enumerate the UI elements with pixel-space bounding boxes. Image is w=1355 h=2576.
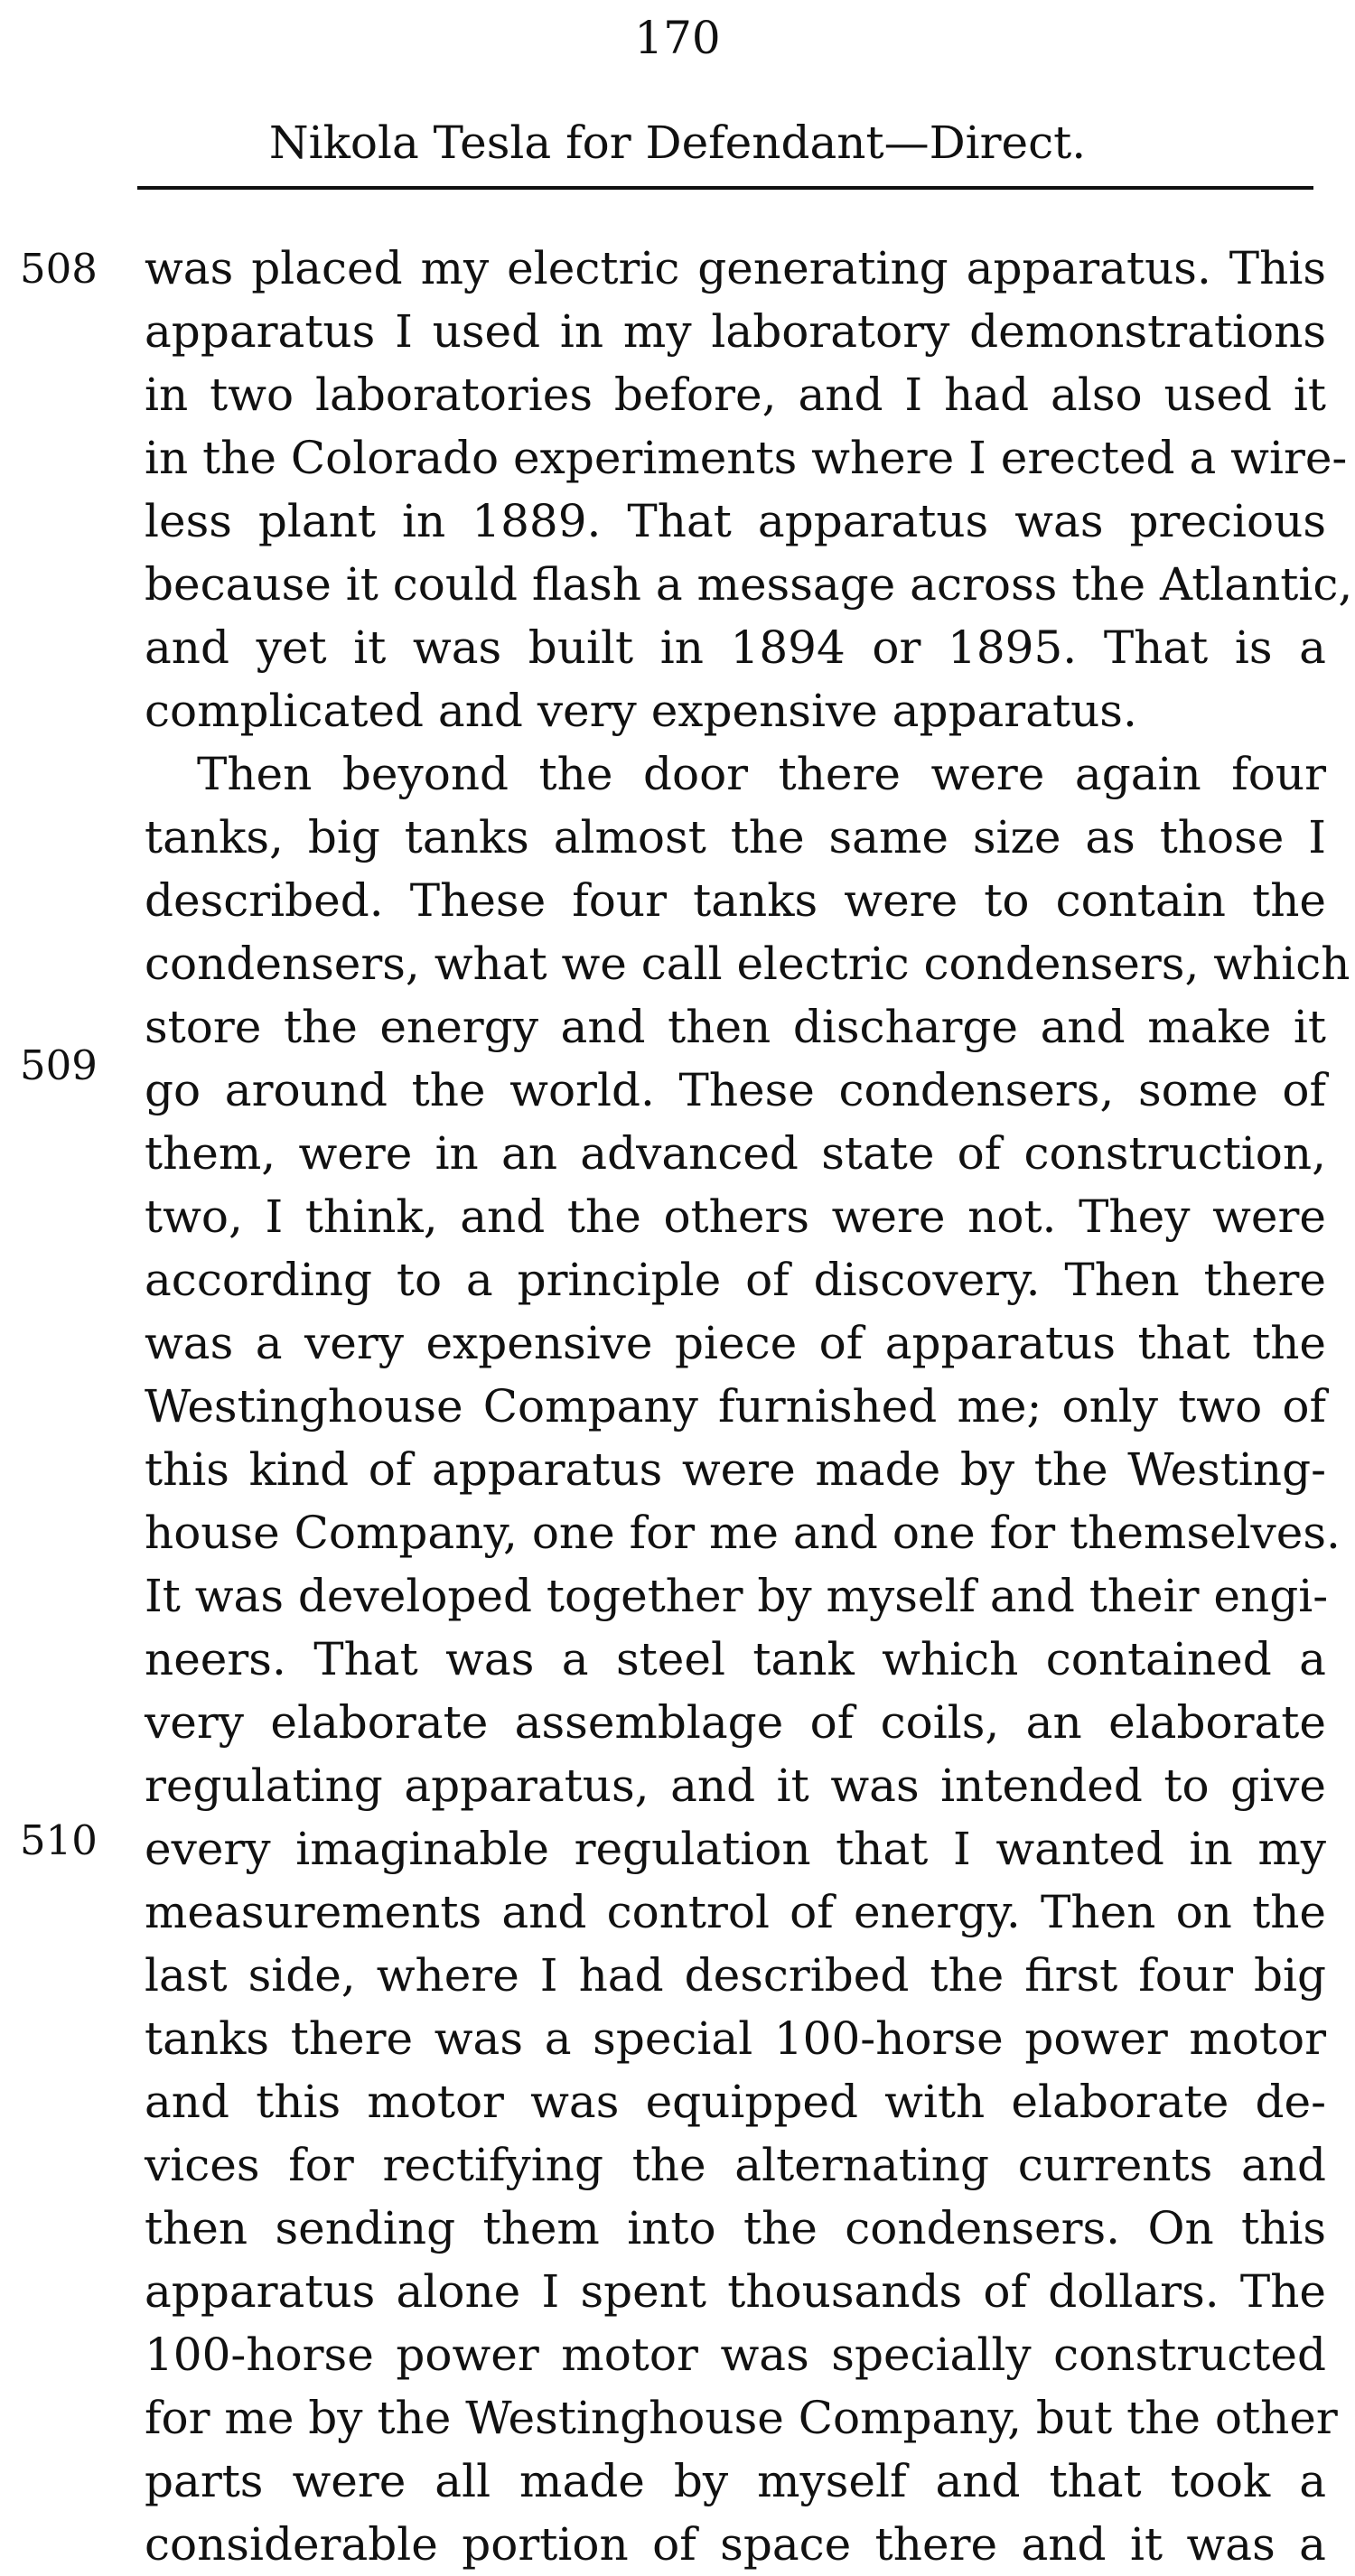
text-line: It was developed together by myself and their engi-	[145, 1570, 1329, 1622]
text-line: vices for rectifying the alternating currents and	[145, 2139, 1326, 2191]
text-line: measurements and control of energy. Then on the	[145, 1886, 1326, 1938]
margin-number-509: 509	[20, 1041, 98, 1089]
text-line: in two laboratories before, and I had also used it	[145, 369, 1326, 421]
text-line: 100-horse power motor was specially constructed	[145, 2329, 1326, 2381]
text-line: was placed my electric generating apparatus. This	[145, 242, 1326, 294]
running-header: Nikola Tesla for Defendant—Direct.	[268, 117, 1087, 169]
text-line: according to a principle of discovery. Then there	[145, 1254, 1326, 1306]
margin-number-508: 508	[20, 245, 98, 293]
page-number: 170	[634, 12, 721, 64]
text-line: store the energy and then discharge and make it	[145, 1001, 1326, 1053]
text-line: last side, where I had described the first four big	[145, 1949, 1326, 2002]
text-line: condensers, what we call electric condensers, which	[145, 938, 1350, 990]
text-line: parts were all made by myself and that took a	[145, 2455, 1326, 2507]
text-line: two, I think, and the others were not. They were	[145, 1190, 1326, 1243]
text-line: them, were in an advanced state of construction,	[145, 1127, 1326, 1180]
header-rule	[137, 186, 1313, 190]
margin-number-510: 510	[20, 1816, 98, 1864]
text-line: every imaginable regulation that I wanted in my	[145, 1823, 1326, 1875]
text-line: tanks, big tanks almost the same size as those I	[145, 811, 1326, 863]
text-line: then sending them into the condensers. On this	[145, 2202, 1326, 2254]
text-line: considerable portion of space there and it was a	[145, 2518, 1326, 2571]
text-line: tanks there was a special 100-horse power motor	[145, 2012, 1326, 2065]
text-line: Then beyond the door there were again four	[197, 748, 1326, 800]
text-line: less plant in 1889. That apparatus was precious	[145, 495, 1326, 547]
text-line: go around the world. These condensers, some of	[145, 1064, 1326, 1116]
text-line: complicated and very expensive apparatus.	[145, 685, 1137, 737]
text-line: because it could flash a message across the Atlantic,	[145, 558, 1353, 611]
text-line: for me by the Westinghouse Company, but the other	[145, 2392, 1338, 2444]
text-line: apparatus I used in my laboratory demonstrations	[145, 305, 1326, 358]
text-line: and yet it was built in 1894 or 1895. That is a	[145, 621, 1326, 674]
body-text	[145, 237, 1353, 2576]
text-line: this kind of apparatus were made by the Westing-	[145, 1443, 1326, 1496]
text-line: in the Colorado experiments where I erected a wire-	[145, 432, 1348, 484]
text-line: described. These four tanks were to contain the	[145, 874, 1326, 927]
text-line: regulating apparatus, and it was intended to give	[145, 1759, 1326, 1812]
text-line: Westinghouse Company furnished me; only two of	[145, 1380, 1326, 1433]
text-line: house Company, one for me and one for themselves.	[145, 1507, 1341, 1559]
text-line: very elaborate assemblage of coils, an elaborate	[145, 1696, 1326, 1749]
text-line: and this motor was equipped with elaborate de-	[145, 2076, 1326, 2128]
text-line: neers. That was a steel tank which contained a	[145, 1633, 1326, 1685]
text-line: was a very expensive piece of apparatus that the	[145, 1317, 1326, 1369]
text-line: apparatus alone I spent thousands of dollars. The	[145, 2265, 1326, 2318]
